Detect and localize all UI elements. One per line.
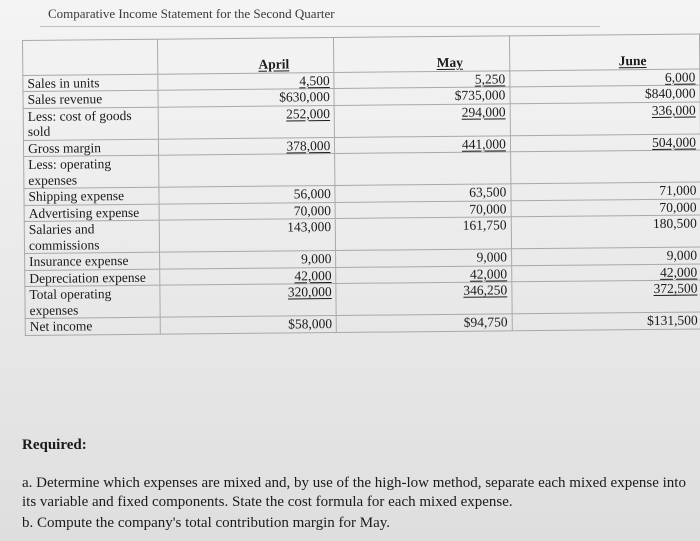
cell-value: $58,000 [288,316,333,332]
value-cell [159,218,336,252]
cell-value: 4,500 [299,72,330,88]
value-cell [159,202,336,220]
cell-value: 180,500 [652,215,697,231]
value-cell [335,200,511,218]
cell-value: 42,000 [469,265,508,282]
value-cell [158,72,335,90]
cell-value: $840,000 [644,85,696,102]
value-cell [335,184,511,202]
cell-value: 70,000 [293,202,332,218]
value-cell [334,70,510,88]
cell-value: 42,000 [660,264,698,280]
cell-value: 71,000 [659,182,697,198]
cell-value: 70,000 [659,199,697,215]
row-label: Gross margin [23,139,158,157]
row-label: Salaries and commissions [24,220,159,253]
value-cell [336,282,512,316]
row-label: Sales in units [23,74,158,92]
value-cell [158,89,335,107]
column-header-label: April [258,56,290,72]
row-label: Advertising expense [24,204,159,222]
value-cell [511,215,700,249]
value-cell [158,105,335,139]
cell-value: 346,250 [463,282,508,298]
value-cell [510,101,700,135]
requirement-a: a. Determine which expenses are mixed and, by use of the high-low method, separate each mixed expense into its variable and fixed components. State the cost formula for each mixed expense. [22,475,686,510]
value-cell [160,315,337,333]
cell-value: 441,000 [461,135,506,152]
cell-value: $94,750 [463,314,508,330]
value-cell [511,198,700,216]
value-cell [160,267,337,285]
value-cell [510,133,700,151]
cell-value: 252,000 [286,105,331,121]
cell-value: $735,000 [454,87,506,103]
cell-value: 6,000 [664,69,696,85]
value-cell [510,85,700,103]
value-cell [159,186,336,204]
value-cell [336,249,512,267]
cell-value: 143,000 [287,219,332,235]
cell-value: 9,000 [476,249,507,265]
column-header-may [334,36,510,72]
value-cell [334,87,510,105]
value-cell [335,135,511,153]
value-cell [160,283,337,317]
value-cell [159,250,336,268]
cell-value: 504,000 [652,134,697,150]
value-cell [158,137,335,155]
value-cell [511,247,700,265]
row-label: Shipping expense [24,187,159,205]
row-label: Sales revenue [23,90,158,108]
requirement-b: b. Compute the company's total contribution margin for May. [22,515,391,531]
cell-value: 9,000 [666,247,698,263]
value-cell [335,152,511,186]
row-label: Less: cost of goods sold [23,107,158,140]
value-cell [511,182,700,200]
cell-value: 56,000 [293,186,331,202]
cell-value: 294,000 [461,103,506,120]
cell-value: 42,000 [294,267,332,283]
row-label: Depreciation expense [25,269,160,287]
divider [40,26,600,27]
cell-value: $131,500 [647,312,698,329]
row-label: Net income [25,317,160,335]
column-header-label: May [436,54,463,71]
value-cell [334,103,510,137]
cell-value: 372,500 [653,280,698,296]
statement-title: Comparative Income Statement for the Second Quarter [48,6,335,21]
header-label-cell [23,39,158,75]
cell-value: 63,500 [469,184,507,200]
value-cell [510,68,700,86]
value-cell [336,265,512,283]
cell-value: 70,000 [469,200,507,217]
cell-value: 161,750 [462,217,507,233]
column-header-label: June [618,53,647,69]
value-cell [511,263,700,281]
value-cell [510,150,700,184]
row-label: Total operating expenses [25,285,160,318]
cell-value: $630,000 [279,89,330,105]
value-cell [512,312,700,330]
cell-value: 5,250 [474,70,506,87]
column-header-june [509,34,700,70]
column-header-april [157,38,334,74]
value-cell [336,314,512,332]
cell-value: 9,000 [300,251,332,267]
row-label: Insurance expense [25,252,160,270]
value-cell [158,154,335,188]
row-label: Less: operating expenses [24,155,159,188]
value-cell [336,217,512,251]
value-cell [512,280,700,314]
cell-value: 320,000 [287,284,332,300]
cell-value: 336,000 [651,102,696,118]
required-heading: Required: [22,437,87,453]
income-statement-table [22,33,700,335]
cell-value: 378,000 [286,137,331,153]
